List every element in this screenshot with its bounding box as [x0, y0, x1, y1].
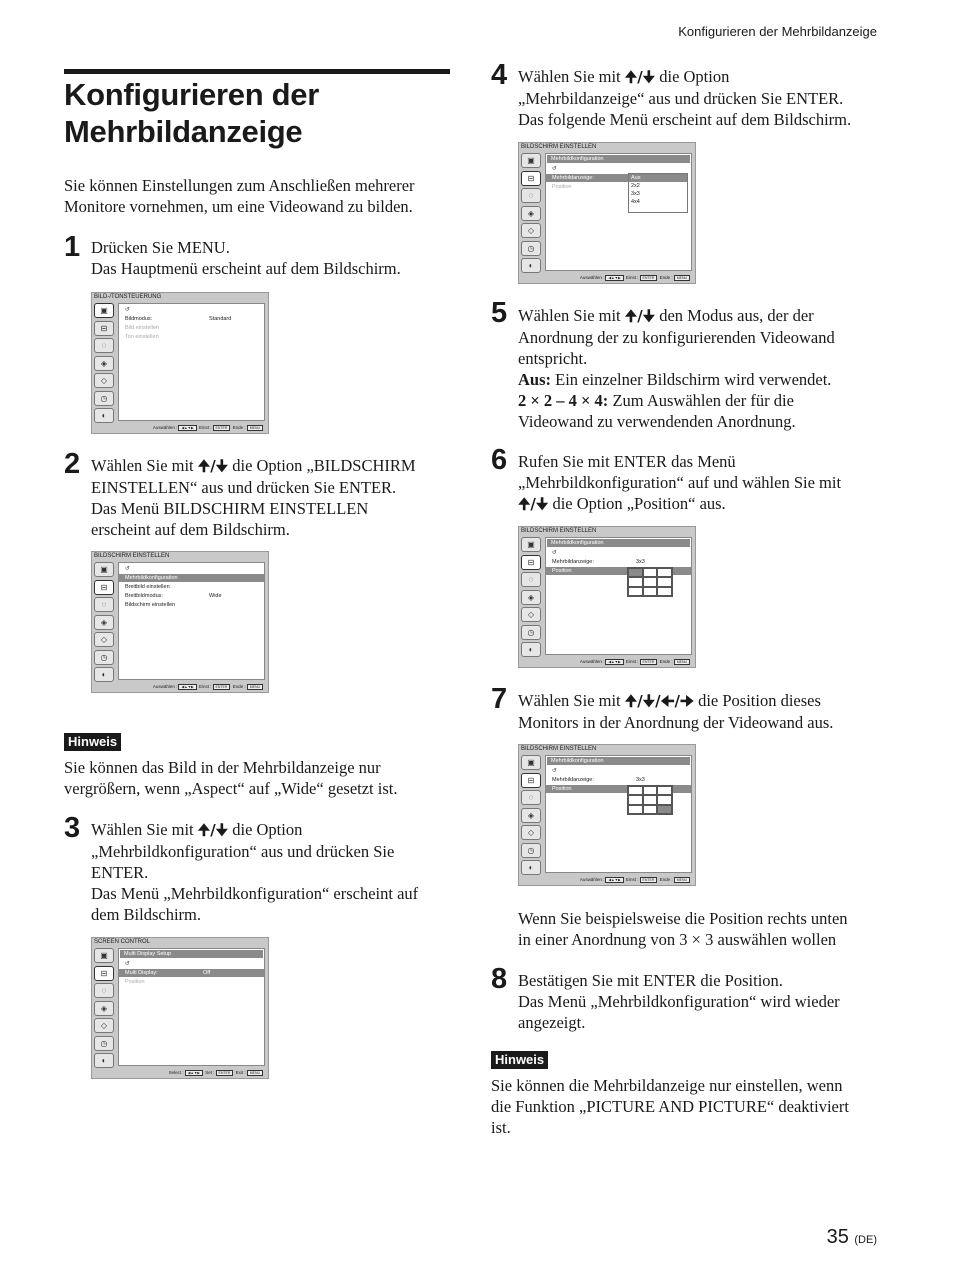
submenu-header: Mehrbildkonfiguration	[547, 155, 690, 163]
option-item: Aus	[629, 174, 687, 182]
grid-cell	[643, 587, 658, 596]
screen-title: BILDSCHIRM EINSTELLEN	[521, 746, 597, 752]
grid-cell	[657, 795, 672, 804]
menu-row: Mehrbildanzeige: 3x3	[552, 777, 645, 783]
step-4-number: 4	[491, 59, 508, 91]
picture-icon: ▣	[94, 303, 114, 318]
menu-row: Bildmodus: Standard	[125, 316, 232, 322]
position-grid	[627, 785, 673, 815]
screen-title: BILDSCHIRM EINSTELLEN	[521, 144, 597, 150]
up-down-arrow-icon: 🠉/🠋	[624, 307, 656, 325]
screen-title: BILDSCHIRM EINSTELLEN	[94, 553, 170, 559]
menu-row: Breitbild einstellen	[125, 584, 170, 590]
step-2-number: 2	[64, 448, 81, 480]
language-icon: ◐	[94, 1053, 114, 1068]
grid-cell	[657, 577, 672, 586]
input-icon: ◌	[94, 597, 114, 612]
back-icon: ↺	[552, 768, 557, 774]
setup-icon: ◈	[94, 356, 114, 371]
grid-cell	[628, 795, 643, 804]
menu-row-selected: Mehrbildkonfiguration	[119, 574, 264, 582]
back-icon: ↺	[552, 550, 557, 556]
option-item: 2x2	[631, 183, 640, 189]
menu-row-selected: Position	[546, 567, 691, 575]
clock-icon: ◷	[521, 241, 541, 256]
note-1-text: Sie können das Bild in der Mehrbildanzeige nur vergrößern, wenn „Aspect“ auf „Wide“ gesetzt ist.	[64, 758, 398, 798]
option-icon: ◇	[521, 607, 541, 622]
step-1-number: 1	[64, 231, 81, 263]
grid-cell	[628, 577, 643, 586]
intro-text: Sie können Einstellungen zum Anschließen mehrerer Monitore vornehmen, um eine Videowand zu bilden.	[64, 176, 415, 216]
screen-footer: Auswählen : ◀▲▼▶ Einst : ENTER Ende : MENU	[580, 275, 691, 281]
menu-icons	[94, 562, 116, 685]
option-item: 4x4	[631, 199, 640, 205]
setup-icon: ◈	[94, 615, 114, 630]
step-4-text: Wählen Sie mit 🠉/🠋 die Option „Mehrbildanzeige“ aus und drücken Sie ENTER. Das folgende Menü erscheint auf dem Bildschirm.	[518, 67, 852, 129]
clock-icon: ◷	[521, 625, 541, 640]
menu-row-selected: Position	[546, 785, 691, 793]
screen-mehrbild-position-selected	[518, 744, 696, 886]
setup-icon: ◈	[521, 590, 541, 605]
menu-row: Bildschirm einstellen	[125, 602, 176, 608]
screen-main-menu	[91, 292, 269, 434]
up-down-arrow-icon: 🠉/🠋	[197, 821, 229, 839]
step-3-number: 3	[64, 812, 81, 844]
menu-icons	[94, 948, 116, 1071]
screen-icon: ⊟	[94, 966, 114, 981]
clock-icon: ◷	[94, 650, 114, 665]
grid-cell-selected	[657, 805, 672, 814]
screen-icon: ⊟	[521, 773, 541, 788]
screen-bildschirm-einstellen	[91, 551, 269, 693]
back-icon: ↺	[125, 961, 130, 967]
step-2-text: Wählen Sie mit 🠉/🠋 die Option „BILDSCHIRM EINSTELLEN“ aus und drücken Sie ENTER. Das Menü BILDSCHIRM EINSTELLEN erscheint auf dem Bildschirm.	[91, 456, 416, 539]
menu-icons	[521, 153, 543, 276]
menu-row: Mehrbildanzeige: 3x3	[552, 559, 645, 565]
back-icon: ↺	[125, 307, 130, 313]
up-down-arrow-icon: 🠉/🠋	[197, 457, 229, 475]
menu-panel	[118, 303, 265, 421]
step-8-number: 8	[491, 963, 508, 995]
setup-icon: ◈	[521, 206, 541, 221]
step-3-text: Wählen Sie mit 🠉/🠋 die Option „Mehrbildkonfiguration“ aus und drücken Sie ENTER. Das Menü „Mehrbildkonfiguration“ erscheint auf dem Bildschirm.	[91, 820, 419, 924]
step-7-example: Wenn Sie beispielsweise die Position rechts unten in einer Anordnung von 3 × 3 auswählen wollen	[518, 909, 848, 949]
clock-icon: ◷	[521, 843, 541, 858]
picture-icon: ▣	[521, 537, 541, 552]
grid-cell	[643, 805, 658, 814]
submenu-header: Multi Display Setup	[120, 950, 263, 958]
picture-icon: ▣	[94, 562, 114, 577]
up-down-arrow-icon: 🠉/🠋	[518, 495, 549, 513]
grid-cell	[643, 577, 658, 586]
input-icon: ◌	[94, 983, 114, 998]
grid-cell	[643, 786, 658, 795]
screen-footer: Auswählen : ◀▲▼▶ Einst : ENTER Ende : MENU	[153, 684, 264, 690]
screen-icon: ⊟	[94, 321, 114, 336]
step-5-number: 5	[491, 297, 508, 329]
grid-cell	[643, 568, 658, 577]
submenu-header: Mehrbildkonfiguration	[547, 539, 690, 547]
option-dropdown	[628, 173, 688, 213]
step-8-text: Bestätigen Sie mit ENTER die Position. Das Menü „Mehrbildkonfiguration“ wird wieder angezeigt.	[518, 971, 840, 1032]
note-1-label: Hinweis	[64, 733, 121, 751]
picture-icon: ▣	[521, 153, 541, 168]
grid-cell	[643, 795, 658, 804]
step-7-number: 7	[491, 683, 508, 715]
menu-panel	[118, 562, 265, 680]
clock-icon: ◷	[94, 391, 114, 406]
step-6-text: Rufen Sie mit ENTER das Menü „Mehrbildkonfiguration“ auf und wählen Sie mit 🠉/🠋 die Option „Position“ aus.	[518, 452, 842, 513]
position-grid	[627, 567, 673, 597]
step-6-number: 6	[491, 444, 508, 476]
screen-title: BILDSCHIRM EINSTELLEN	[521, 528, 597, 534]
screen-icon: ⊟	[521, 171, 541, 186]
language-icon: ◐	[521, 258, 541, 273]
screen-title: BILD-/TONSTEUERUNG	[94, 294, 162, 300]
screen-mehrbild-position	[518, 526, 696, 668]
menu-row-selected: Mehrbildanzeige:	[546, 174, 629, 182]
submenu-header: Mehrbildkonfiguration	[547, 757, 690, 765]
menu-panel	[545, 537, 692, 655]
back-icon: ↺	[552, 166, 557, 172]
menu-row: Bild einstellen	[125, 325, 159, 331]
screen-screen-control	[91, 937, 269, 1079]
input-icon: ◌	[521, 572, 541, 587]
screen-mehrbild-dropdown	[518, 142, 696, 284]
option-icon: ◇	[521, 825, 541, 840]
grid-cell-selected	[628, 568, 643, 577]
back-icon: ↺	[125, 566, 130, 572]
menu-panel	[118, 948, 265, 1066]
menu-row-selected: Multi Display: Off	[119, 969, 264, 977]
picture-icon: ▣	[521, 755, 541, 770]
picture-icon: ▣	[94, 948, 114, 963]
grid-cell	[628, 786, 643, 795]
language-icon: ◐	[521, 642, 541, 657]
menu-row: Position	[552, 184, 572, 190]
option-icon: ◇	[94, 1018, 114, 1033]
page-number: 35 (DE)	[826, 1226, 877, 1248]
grid-cell	[657, 786, 672, 795]
grid-cell	[657, 568, 672, 577]
up-down-arrow-icon: 🠉/🠋	[624, 68, 656, 86]
running-header: Konfigurieren der Mehrbildanzeige	[678, 24, 877, 39]
four-way-arrow-icon: 🠉/🠋/🠈/🠊	[624, 692, 694, 710]
step-5-text: Wählen Sie mit 🠉/🠋 den Modus aus, der der Anordnung der zu konfigurierenden Videowand entspricht. Aus: Ein einzelner Bildschirm wird verwendet. 2 × 2 – 4 × 4: Zum Auswählen der für die Videowand zu verwendenden Anordnung.	[518, 306, 835, 431]
setup-icon: ◈	[94, 1001, 114, 1016]
clock-icon: ◷	[94, 1036, 114, 1051]
menu-row: Position	[125, 979, 145, 985]
menu-panel	[545, 153, 692, 271]
menu-panel	[545, 755, 692, 873]
option-icon: ◇	[94, 632, 114, 647]
option-item: 3x3	[631, 191, 640, 197]
screen-footer: Auswählen : ◀▲▼▶ Einst : ENTER Ende : MENU	[153, 425, 264, 431]
input-icon: ◌	[521, 790, 541, 805]
step-7-text: Wählen Sie mit 🠉/🠋/🠈/🠊 die Position dieses Monitors in der Anordnung der Videowand aus.	[518, 691, 834, 732]
input-icon: ◌	[521, 188, 541, 203]
screen-icon: ⊟	[521, 555, 541, 570]
menu-row: Breitbildmodus: Wide	[125, 593, 222, 599]
note-2-label: Hinweis	[491, 1051, 548, 1069]
screen-footer: Select : ◀▲▼▶ Set : ENTER Exit : MENU	[169, 1070, 264, 1076]
grid-cell	[628, 587, 643, 596]
title-rule	[64, 69, 450, 74]
menu-icons	[94, 303, 116, 426]
screen-icon: ⊟	[94, 580, 114, 595]
page-title: Konfigurieren der Mehrbildanzeige	[64, 77, 319, 149]
menu-icons	[521, 755, 543, 878]
screen-footer: Auswählen : ◀▲▼▶ Einst : ENTER Ende : MENU	[580, 877, 691, 883]
menu-icons	[521, 537, 543, 660]
language-icon: ◐	[521, 860, 541, 875]
setup-icon: ◈	[521, 808, 541, 823]
screen-footer: Auswählen : ◀▲▼▶ Einst : ENTER Ende : MENU	[580, 659, 691, 665]
grid-cell	[628, 805, 643, 814]
language-icon: ◐	[94, 667, 114, 682]
option-icon: ◇	[521, 223, 541, 238]
screen-title: SCREEN CONTROL	[94, 939, 151, 945]
grid-cell	[657, 587, 672, 596]
input-icon: ◌	[94, 338, 114, 353]
step-1-text: Drücken Sie MENU. Das Hauptmenü erscheint auf dem Bildschirm.	[91, 238, 401, 278]
language-icon: ◐	[94, 408, 114, 423]
note-2-text: Sie können die Mehrbildanzeige nur einstellen, wenn die Funktion „PICTURE AND PICTURE“ deaktiviert ist.	[491, 1076, 849, 1137]
option-icon: ◇	[94, 373, 114, 388]
menu-row: Ton einstellen	[125, 334, 159, 340]
